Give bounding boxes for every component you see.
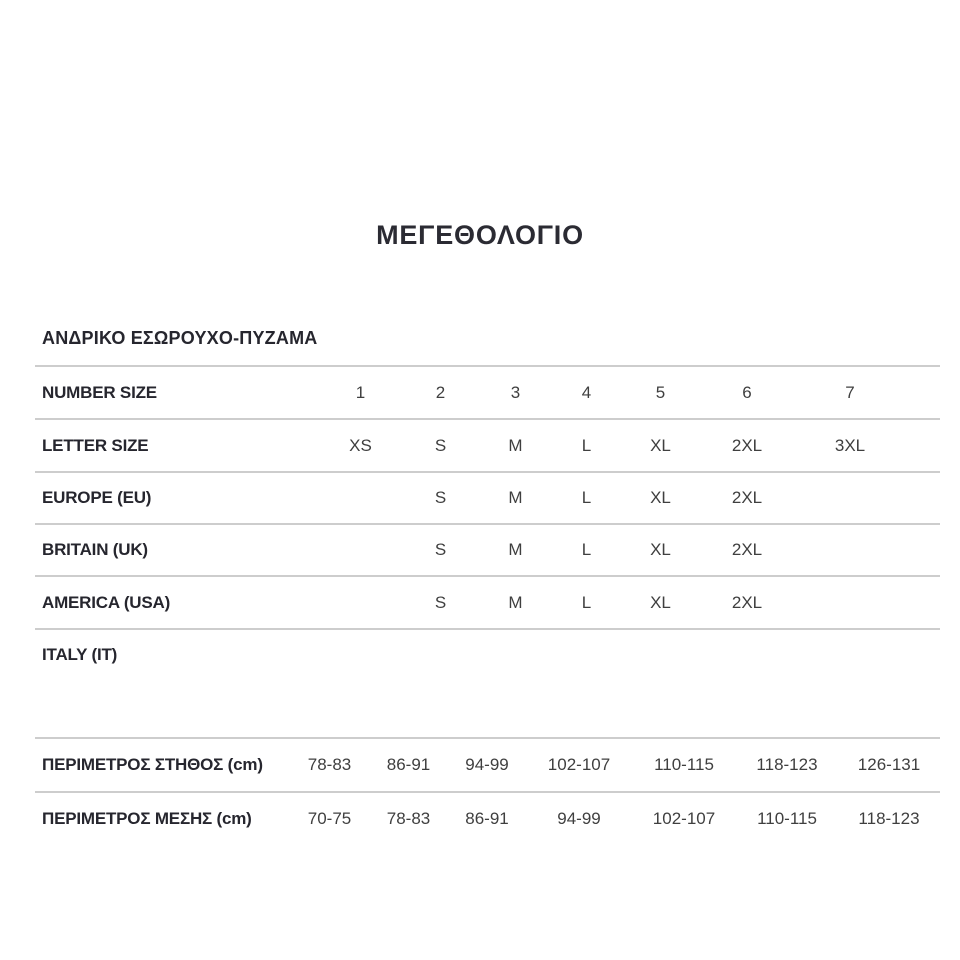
measurement-table xyxy=(35,737,940,845)
size-cell: S xyxy=(434,488,447,507)
size-cell: 2XL xyxy=(731,488,763,507)
size-cell: 5 xyxy=(655,382,666,402)
row-label: ITALY (IT) xyxy=(42,645,118,664)
size-cell: S xyxy=(434,592,447,612)
size-cell: 4 xyxy=(581,382,592,402)
size-cell: 2XL xyxy=(731,592,763,612)
measure-cell: 102-107 xyxy=(547,755,611,774)
size-cell: L xyxy=(581,540,592,559)
size-cell: L xyxy=(581,488,592,507)
measure-cell: 94-99 xyxy=(557,809,601,828)
measure-cell: 94-99 xyxy=(465,755,509,774)
size-cell: 3XL xyxy=(834,435,866,455)
size-cell: 3 xyxy=(510,382,521,402)
size-cell: M xyxy=(508,592,523,612)
table-row-europe xyxy=(35,471,940,523)
table-row-america xyxy=(35,575,940,628)
size-cell: 2XL xyxy=(731,540,763,559)
size-cell: 1 xyxy=(355,382,366,402)
size-cell: 2 xyxy=(435,382,446,402)
measure-cell: 102-107 xyxy=(652,809,716,828)
size-cell: S xyxy=(434,435,447,455)
row-label: ΠΕΡΙΜΕΤΡΟΣ ΜΕΣΗΣ (cm) xyxy=(42,809,252,828)
size-cell: 2XL xyxy=(731,435,763,455)
size-cell: S xyxy=(434,540,447,559)
measure-cell: 86-91 xyxy=(386,755,431,774)
measure-cell: 78-83 xyxy=(307,755,352,774)
measure-cell: 118-123 xyxy=(858,809,920,828)
measure-cell: 110-115 xyxy=(654,755,714,774)
size-cell: XL xyxy=(650,488,671,507)
table-row-waist xyxy=(35,791,940,845)
size-cell: XL xyxy=(650,592,671,612)
table-row-chest xyxy=(35,737,940,791)
size-cell: XS xyxy=(349,435,372,455)
page-title: ΜΕΓΕΘΟΛΟΓΙΟ xyxy=(376,220,584,250)
size-cell: XL xyxy=(650,435,671,455)
row-label: EUROPE (EU) xyxy=(42,488,152,507)
size-cell: M xyxy=(508,540,523,559)
table-row-italy xyxy=(35,628,940,737)
size-cell: XL xyxy=(650,540,671,559)
row-label: ΠΕΡΙΜΕΤΡΟΣ ΣΤΗΘΟΣ (cm) xyxy=(42,755,263,774)
table-row-number-size xyxy=(35,365,940,418)
row-label: LETTER SIZE xyxy=(42,435,149,455)
measure-cell: 70-75 xyxy=(307,809,352,828)
measure-cell: 118-123 xyxy=(756,755,818,774)
size-cell: M xyxy=(508,435,523,455)
table-row-letter-size xyxy=(35,418,940,471)
size-cell: 6 xyxy=(742,382,752,402)
measure-cell: 86-91 xyxy=(465,809,509,828)
section-heading: ΑΝΔΡΙΚΟ ΕΣΩΡΟΥΧΟ-ΠΥΖΑΜΑ xyxy=(42,328,318,348)
measure-cell: 78-83 xyxy=(386,809,431,828)
size-cell: M xyxy=(508,488,523,507)
measure-cell: 126-131 xyxy=(857,755,921,774)
size-conversion-table xyxy=(35,365,940,737)
size-cell: L xyxy=(581,592,592,612)
row-label: AMERICA (USA) xyxy=(42,592,171,612)
size-cell: 7 xyxy=(845,382,855,402)
size-cell: L xyxy=(581,435,592,455)
table-row-britain xyxy=(35,523,940,575)
measure-cell: 110-115 xyxy=(757,809,817,828)
row-label: NUMBER SIZE xyxy=(42,382,157,402)
row-label: BRITAIN (UK) xyxy=(42,540,148,559)
